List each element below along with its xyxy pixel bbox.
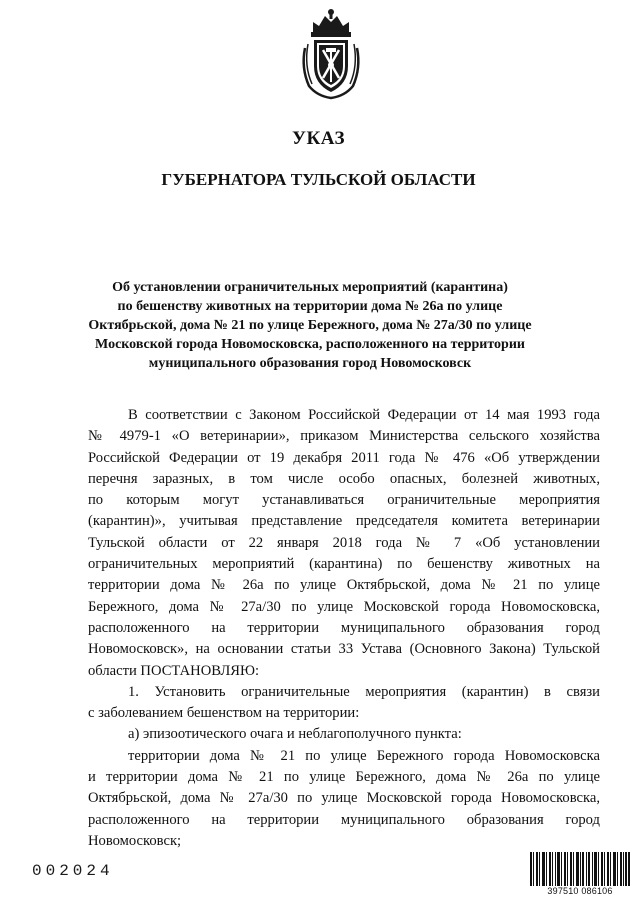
body-line: Новомосковск», на основании статьи 33 Устава (Основного Закона) Тульской [88, 641, 600, 658]
subject-line: по бешенству животных на территории дома № 26а по улице [117, 299, 503, 314]
body-line: расположенного на территории муниципального образования город [88, 811, 600, 828]
body-line: по которым могут устанавливаться ограничительные мероприятия [88, 492, 600, 509]
body-line: перечня заразных, в том числе особо опасных, болезней животных, [88, 470, 600, 487]
body-line: № 4979-1 «О ветеринарии», приказом Министерства сельского хозяйства [88, 428, 600, 445]
body-line: территории дома № 26а по улице Октябрьской, дома № 21 по улице [88, 577, 600, 594]
subject-line: Московской города Новомосковска, расположенного на территории [95, 337, 525, 352]
body-line: а) эпизоотического очага и неблагополучного пункта: [128, 726, 462, 743]
subject-line: Об установлении ограничительных мероприятий (карантина) [112, 280, 508, 295]
body-line: ограничительных мероприятий (карантина) по бешенству животных на [88, 556, 600, 573]
body-line: (карантин)», учитывая представление председателя комитета ветеринарии [88, 513, 600, 530]
barcode-number: 397510 086106 [547, 886, 613, 896]
body-line: В соответствии с Законом Российской Федерации от 14 мая 1993 года [128, 407, 600, 423]
body-line: расположенного на территории муниципального образования город [88, 619, 600, 636]
body-line: 1. Установить ограничительные мероприятия (карантин) в связи [128, 683, 600, 700]
decree-issuer: ГУБЕРНАТОРА ТУЛЬСКОЙ ОБЛАСТИ [161, 170, 476, 189]
body-line: Новомосковск; [88, 832, 182, 849]
decree-body [88, 405, 600, 852]
subject-line: муниципального образования город Новомосковск [148, 356, 472, 371]
body-line: Бережного, дома № 27а/30 по улице Московской города Новомосковска, [88, 598, 600, 615]
barcode-icon [530, 852, 630, 886]
body-line: Российской Федерации от 19 декабря 2011 года № 476 «Об утверждении [88, 449, 600, 466]
body-line: с заболеванием бешенством на территории: [88, 705, 360, 722]
body-line: и территории дома № 21 по улице Бережного, дома № 26а по улице [88, 769, 600, 786]
document-serial-number: 002024 [32, 862, 114, 880]
body-line: территории дома № 21 по улице Бережного города Новомосковска [128, 747, 600, 764]
decree-subject [80, 278, 540, 373]
body-line: Октябрьской, дома № 27а/30 по улице Московской города Новомосковска, [88, 790, 600, 807]
subject-line: Октябрьской, дома № 21 по улице Бережного, дома № 27а/30 по улице [88, 318, 532, 333]
body-line: Тульской области от 22 января 2018 года № 7 «Об установлении [88, 534, 600, 551]
body-line: области ПОСТАНОВЛЯЮ: [88, 662, 260, 679]
coat-of-arms-icon [299, 8, 363, 100]
decree-title: УКАЗ [292, 128, 345, 149]
